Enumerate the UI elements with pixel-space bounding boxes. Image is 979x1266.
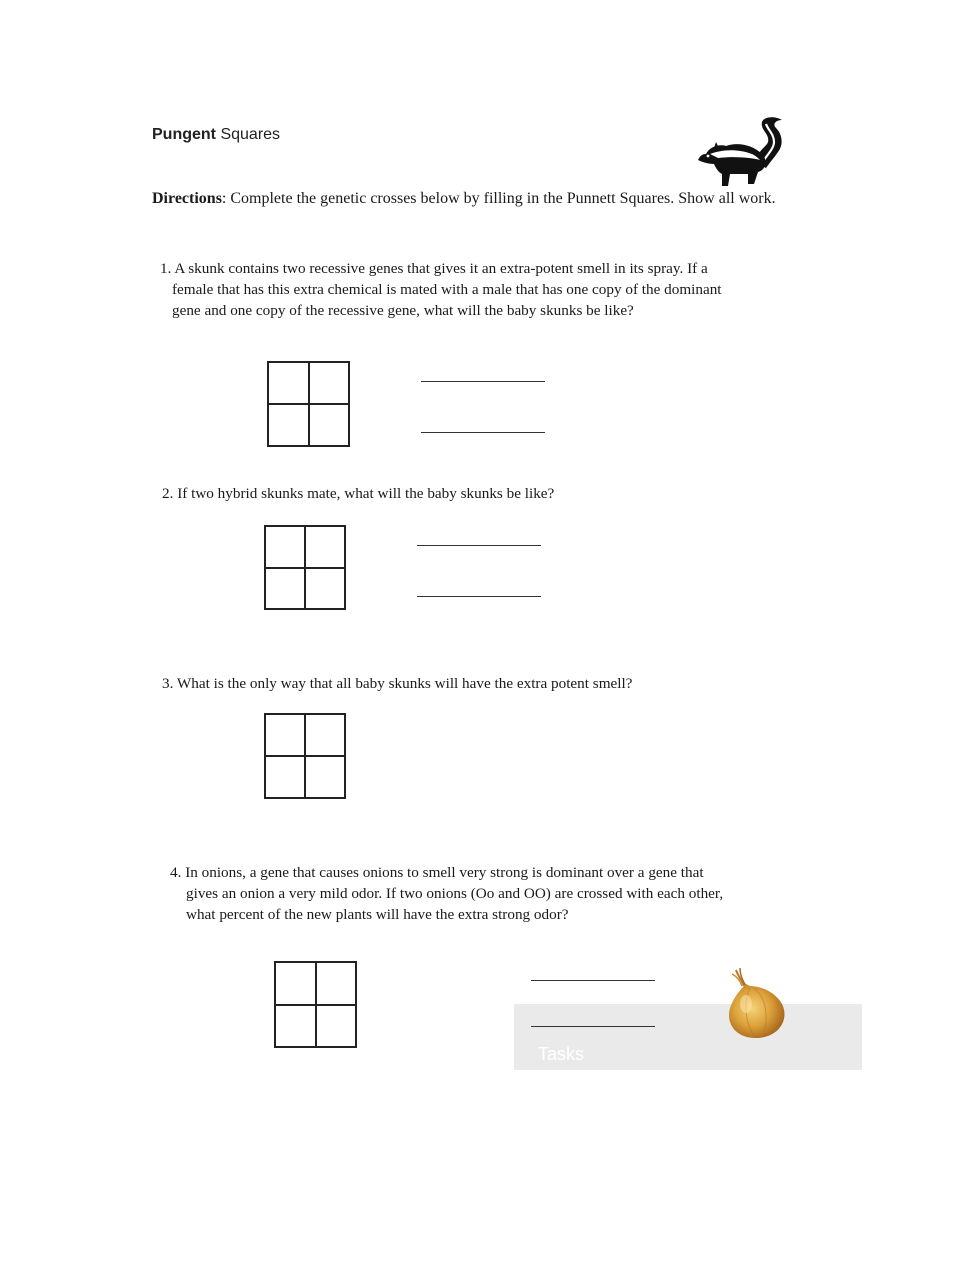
question-4-line-2: gives an onion a very mild odor. If two onions (Oo and OO) are crossed with each other,: [186, 885, 724, 902]
punnett-cell[interactable]: [275, 1005, 316, 1048]
punnett-cell[interactable]: [305, 714, 345, 756]
title-bold: Pungent: [152, 126, 216, 143]
directions-text: [152, 190, 776, 208]
question-1: [160, 258, 800, 321]
answer-blank-4b[interactable]: [531, 1026, 655, 1027]
directions-label: Directions: [152, 190, 222, 207]
answer-blank-1a[interactable]: [421, 381, 545, 382]
punnett-cell[interactable]: [268, 362, 309, 404]
tasks-overlay-label: Tasks: [538, 1044, 585, 1064]
punnett-cell[interactable]: [305, 526, 345, 568]
punnett-cell[interactable]: [275, 962, 316, 1005]
punnett-square-1[interactable]: [267, 361, 350, 447]
punnett-cell[interactable]: [309, 404, 350, 446]
punnett-cell[interactable]: [316, 962, 357, 1005]
punnett-cell[interactable]: [265, 568, 305, 610]
question-4-line-1: 4. In onions, a gene that causes onions to smell very strong is dominant over a gene that: [170, 864, 704, 881]
question-1-line-1: 1. A skunk contains two recessive genes that gives it an extra-potent smell in its spray. If a: [160, 260, 708, 277]
question-1-line-2: female that has this extra chemical is mated with a male that has one copy of the dominant: [172, 281, 722, 298]
punnett-square-2[interactable]: [264, 525, 346, 610]
answer-blank-4a[interactable]: [531, 980, 655, 981]
answer-blank-2b[interactable]: [417, 596, 541, 597]
question-2-line-1: 2. If two hybrid skunks mate, what will the baby skunks be like?: [162, 485, 555, 502]
directions-body: : Complete the genetic crosses below by filling in the Punnett Squares. Show all work.: [221, 190, 776, 207]
question-2: [162, 483, 554, 504]
punnett-cell[interactable]: [309, 362, 350, 404]
question-3: [162, 673, 632, 694]
punnett-cell[interactable]: [265, 756, 305, 798]
title-rest: Squares: [216, 126, 281, 143]
question-4: [170, 862, 810, 925]
punnett-cell[interactable]: [265, 714, 305, 756]
answer-blank-1b[interactable]: [421, 432, 545, 433]
answer-blank-2a[interactable]: [417, 545, 541, 546]
punnett-cell[interactable]: [316, 1005, 357, 1048]
question-1-line-3: gene and one copy of the recessive gene, what will the baby skunks be like?: [172, 302, 634, 319]
question-4-line-3: what percent of the new plants will have the extra strong odor?: [186, 906, 569, 923]
punnett-square-3[interactable]: [264, 713, 346, 799]
punnett-cell[interactable]: [265, 526, 305, 568]
punnett-cell[interactable]: [305, 568, 345, 610]
punnett-cell[interactable]: [268, 404, 309, 446]
question-3-line-1: 3. What is the only way that all baby skunks will have the extra potent smell?: [162, 675, 633, 692]
page-title: [152, 126, 280, 144]
onion-icon: [716, 964, 796, 1044]
skunk-icon: [696, 114, 788, 190]
punnett-cell[interactable]: [305, 756, 345, 798]
punnett-square-4[interactable]: [274, 961, 357, 1048]
